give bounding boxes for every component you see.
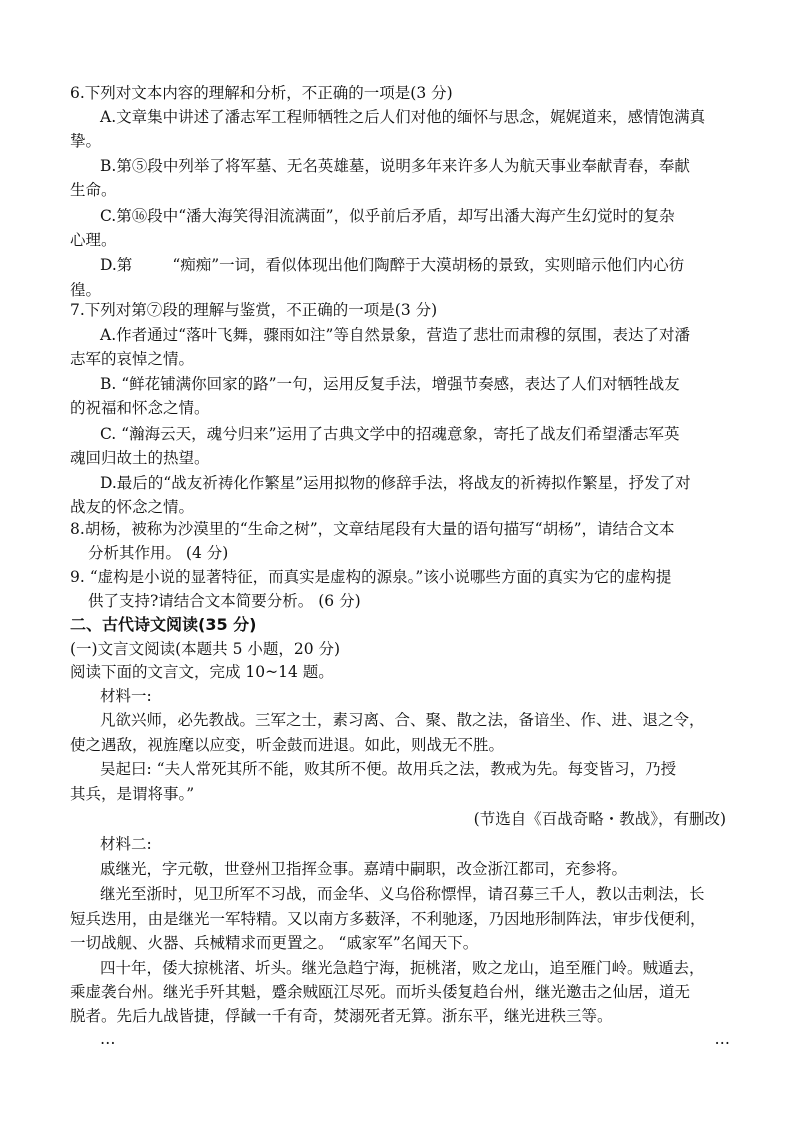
section-2-subtitle: (一)文言文阅读(本题共 5 小题，20 分) (70, 640, 341, 658)
q6-option-c-cont: 心理。 (70, 231, 117, 249)
material-2-para-2-cont: 短兵迭用，由是继光一军特精。又以南方多薮泽，不利驰逐，乃因地形制阵法，审步伐便利， (70, 910, 706, 928)
material-1-para-2: 吴起曰: “夫人常死其所不能，败其所不便。故用兵之法，教戒为先。每变皆习，乃授 (100, 760, 677, 778)
section-2-instructions: 阅读下面的文言文，完成 10~14 题。 (70, 663, 334, 681)
q7-option-d: D.最后的“战友祈祷化作繁星”运用拟物的修辞手法，将战友的祈祷拟作繁星，抒发了对 (100, 474, 691, 492)
q7-option-a-cont: 志军的哀悼之情。 (70, 350, 195, 368)
q6-option-a: A.文章集中讲述了潘志军工程师牺牲之后人们对他的缅怀与思念，娓娓道来，感情饱满真 (100, 108, 706, 126)
material-2-para-3-cont2: 脱者。先后九战皆捷，俘馘一千有奇，焚溺死者无算。浙东平，继光进秩三等。 (70, 1007, 613, 1025)
material-1-para-1: 凡欲兴师，必先教战。三军之士，素习离、合、聚、散之法，备谙坐、作、进、退之令， (100, 711, 705, 729)
ellipsis-right: … (714, 1030, 730, 1048)
q6-option-d-cont: 徨。 (70, 281, 102, 299)
q6-option-b: B.第⑤段中列举了将军墓、无名英雄墓，说明多年来许多人为航天事业奉献青春，奉献 (100, 157, 690, 175)
question-6-stem: 6.下列对文本内容的理解和分析，不正确的一项是(3 分) (70, 84, 453, 102)
material-2-label: 材料二: (100, 835, 152, 853)
question-9: 9. “虚构是小说的显著特征，而真实是虚构的源泉。”该小说哪些方面的真实为它的虚构提 (70, 568, 672, 586)
q6-option-c: C.第⑯段中“潘大海笑得泪流满面”，似乎前后矛盾，却写出潘大海产生幻觉时的复杂 (100, 207, 675, 225)
question-8: 8.胡杨，被称为沙漠里的“生命之树”，文章结尾段有大量的语句描写“胡杨”，请结合文本 (70, 520, 675, 538)
q7-option-b: B. “鲜花铺满你回家的路”一句，运用反复手法，增强节奏感，表达了人们对牺牲战友 (100, 375, 680, 393)
q6-option-d-prefix: D.第 (100, 256, 133, 274)
question-9-cont: 供了支持?请结合文本简要分析。 (6 分) (88, 592, 361, 610)
q7-option-a: A.作者通过“落叶飞舞，骤雨如注”等自然景象，营造了悲壮而肃穆的氛围，表达了对潘 (100, 326, 690, 344)
q6-option-b-cont: 生命。 (70, 181, 117, 199)
material-2-para-1: 戚继光，字元敬，世登州卫指挥佥事。嘉靖中嗣职，改佥浙江都司，充参将。 (100, 860, 628, 878)
material-2-para-2-cont2: 一切战舰、火器、兵械精求而更置之。 “戚家军”名闻天下。 (70, 934, 479, 952)
material-1-source: (节选自《百战奇略・教战》，有删改) (473, 810, 726, 828)
ellipsis-left: … (100, 1030, 116, 1048)
q7-option-d-cont: 战友的怀念之情。 (70, 498, 195, 516)
q6-option-a-cont: 挚。 (70, 132, 102, 150)
material-1-para-1-cont: 使之遇敌，视旌麾以应变，听金鼓而进退。如此，则战无不胜。 (70, 736, 505, 754)
material-2-para-2: 继光至浙时，见卫所军不习战，而金华、义乌俗称慓悍，请召募三千人，教以击刺法，长 (100, 885, 705, 903)
material-2-para-3-cont: 乘虚袭台州。继光手歼其魁，蹙余贼瓯江尽死。而圻头倭复趋台州，继光邀击之仙居，道无 (70, 983, 691, 1001)
material-1-label: 材料一: (100, 687, 152, 705)
question-8-cont: 分析其作用。 (4 分) (88, 544, 229, 562)
section-2-title: 二、古代诗文阅读(35 分) (70, 615, 257, 634)
material-1-para-2-cont: 其兵，是谓将事。” (70, 785, 195, 803)
q7-option-b-cont: 的祝福和怀念之情。 (70, 399, 210, 417)
q6-option-d (100, 254, 684, 276)
question-7-stem: 7.下列对第⑦段的理解与鉴赏，不正确的一项是(3 分) (70, 301, 438, 319)
q6-option-d-text: “痴痴”一词，看似体现出他们陶醉于大漠胡杨的景致，实则暗示他们内心彷 (172, 256, 685, 274)
q7-option-c-cont: 魂回归故土的热望。 (70, 449, 210, 467)
material-2-para-3: 四十年，倭大掠桃渚、圻头。继光急趋宁海，扼桃渚，败之龙山，追至雁门岭。贼遁去， (100, 959, 705, 977)
q7-option-c: C. “瀚海云天，魂兮归来”运用了古典文学中的招魂意象，寄托了战友们希望潘志军英 (100, 425, 680, 443)
